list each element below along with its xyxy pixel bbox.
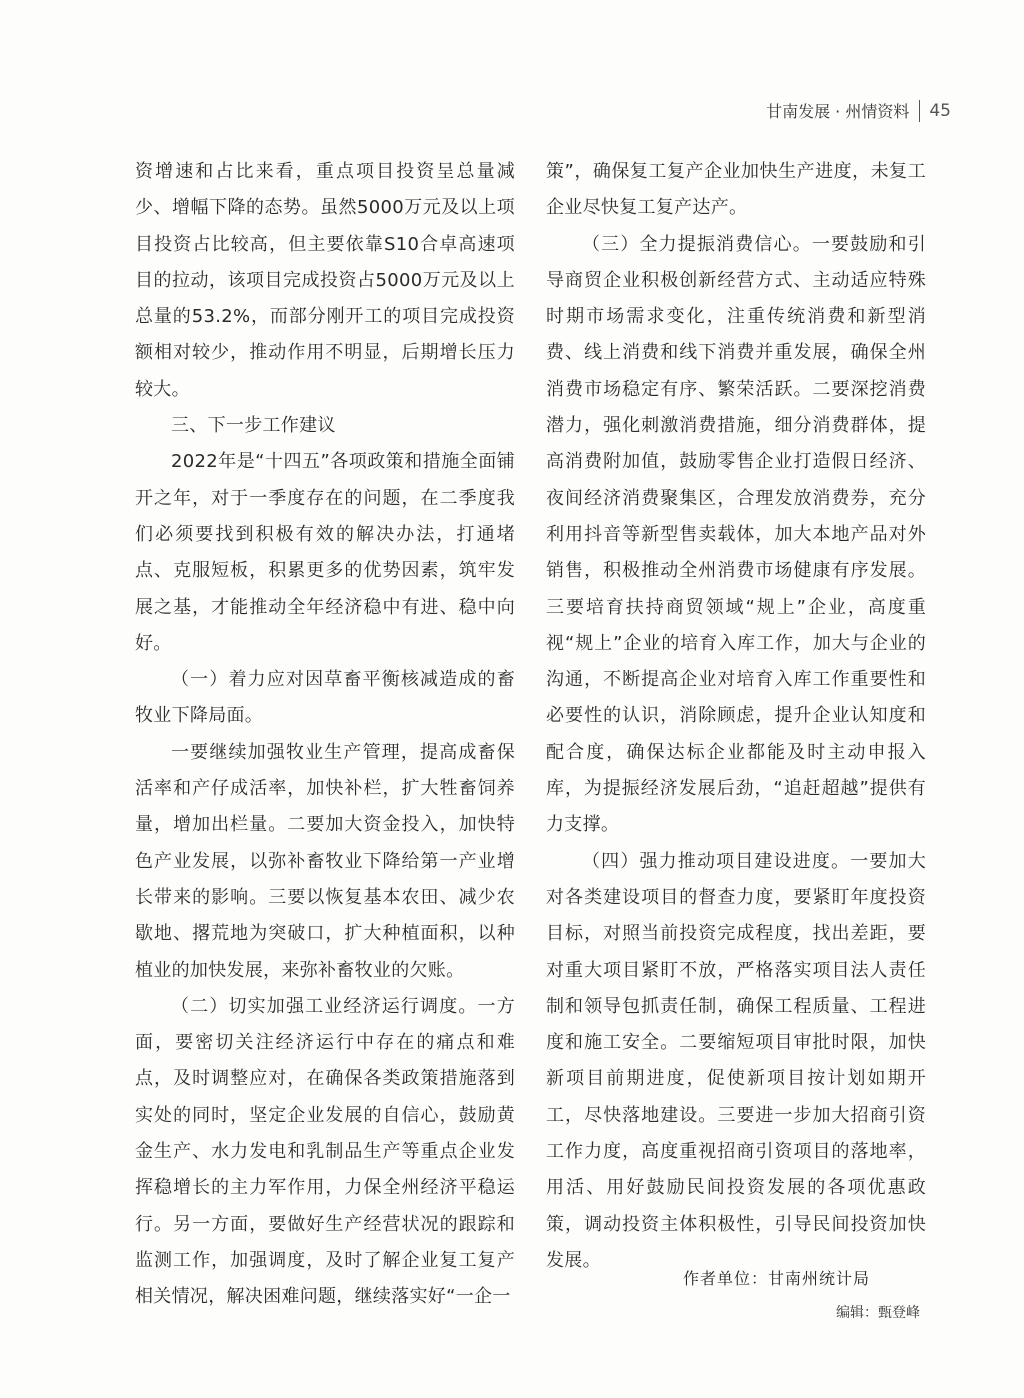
right-column bbox=[546, 154, 926, 1279]
publication-title: 甘南发展 · 州情资料 bbox=[766, 102, 910, 121]
paragraph: （二）切实加强工业经济运行调度。一方面，要密切关注经济运行中存在的痛点和难点，及时调整应对，在确保各类政策措施落到实处的同时，坚定企业发展的自信心，鼓励黄金生产、水力发电和乳制品生产等重点企业发挥稳增长的主力军作用，力保全州经济平稳运行。另一方面，要做好生产经营状况的跟踪和监测工作，加强调度，及时了解企业复工复产相关情况，解决困难问题，继续落实好“一企一 bbox=[135, 995, 515, 1308]
paragraph: 2022年是“十四五”各项政策和措施全面铺开之年，对于一季度存在的问题，在二季度我们必须要找到积极有效的解决办法，打通堵点、克服短板，积累更多的优势因素，筑牢发展之基，才能推动全年经济稳中有进、稳中向好。 bbox=[135, 451, 515, 654]
running-header bbox=[766, 99, 951, 122]
left-column bbox=[135, 154, 515, 1316]
paragraph: 资增速和占比来看，重点项目投资呈总量减少、增幅下降的态势。虽然5000万元及以上项目投资占比较高，但主要依靠S10合卓高速项目的拉动，该项目完成投资占5000万元及以上总量的53.2%，而部分刚开工的项目完成投资额相对较少，推动作用不明显，后期增长压力较大。 bbox=[135, 161, 515, 400]
author-unit: 作者单位：甘南州统计局 bbox=[682, 1269, 870, 1288]
subsection-heading: （一）着力应对因草畜平衡核减造成的畜牧业下降局面。 bbox=[135, 669, 515, 727]
editor-credit: 编辑：甄登峰 bbox=[836, 1305, 920, 1321]
paragraph: 一要继续加强牧业生产管理，提高成畜保活率和产仔成活率，加快补栏，扩大牲畜饲养量，增加出栏量。二要加大资金投入，加快特色产业发展，以弥补畜牧业下降给第一产业增长带来的影响。三要以恢复基本农田、减少农歇地、撂荒地为突破口，扩大种植面积，以种植业的加快发展，来弥补畜牧业的欠账。 bbox=[135, 741, 515, 981]
paragraph: （三）全力提振消费信心。一要鼓励和引导商贸企业积极创新经营方式、主动适应特殊时期市场需求变化，注重传统消费和新型消费、线上消费和线下消费并重发展，确保全州消费市场稳定有序、繁荣活跃。二要深挖消费潜力，强化刺激消费措施，细分消费群体，提高消费附加值，鼓励零售企业打造假日经济、夜间经济消费聚集区，合理发放消费券，充分利用抖音等新型售卖载体，加大本地产品对外销售，积极推动全州消费市场健康有序发展。三要培育扶持商贸领域“规上”企业，高度重视“规上”企业的培育入库工作，加大与企业的沟通，不断提高企业对培育入库工作重要性和必要性的认识，消除顾虑，提升企业认知度和配合度，确保达标企业都能及时主动申报入库，为提振经济发展后劲，“追赶超越”提供有力支撑。 bbox=[546, 233, 926, 836]
page-number: 45 bbox=[929, 100, 951, 121]
paragraph: 策”，确保复工复产企业加快生产进度，未复工企业尽快复工复产达产。 bbox=[546, 161, 926, 219]
header-divider bbox=[919, 100, 920, 122]
section-heading: 三、下一步工作建议 bbox=[171, 415, 336, 437]
paragraph: （四）强力推动项目建设进度。一要加大对各类建设项目的督查力度，要紧盯年度投资目标，对照当前投资完成程度，找出差距，要对重大项目紧盯不放，严格落实项目法人责任制和领导包抓责任制，确保工程质量、工程进度和施工安全。二要缩短项目审批时限，加快新项目前期进度，促使新项目按计划如期开工，尽快落地建设。三要进一步加大招商引资工作力度，高度重视招商引资项目的落地率，用活、用好鼓励民间投资发展的各项优惠政策，调动投资主体积极性，引导民间投资加快发展。 bbox=[546, 850, 926, 1271]
